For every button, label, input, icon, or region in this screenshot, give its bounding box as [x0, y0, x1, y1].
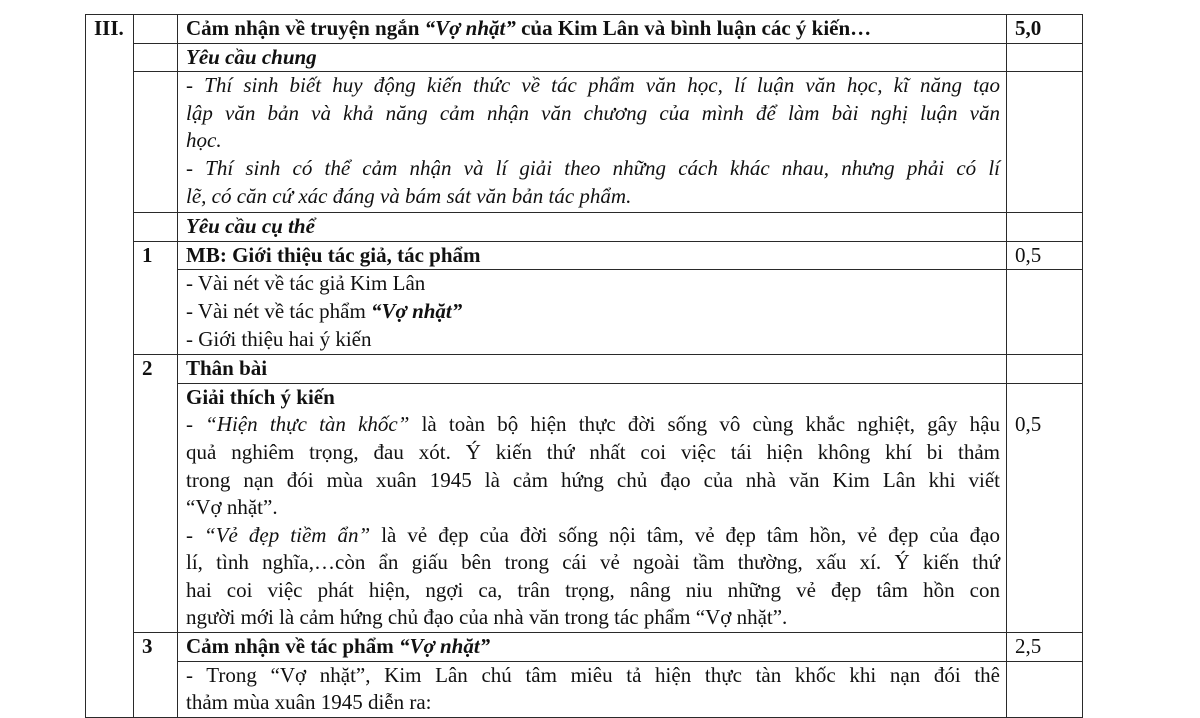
item-3-line: - Trong “Vợ nhặt”, Kim Lân chú tâm miêu tả hiện thực tàn khốc khi nạn đói thê — [186, 662, 1000, 687]
empty-score-cell — [1007, 270, 1083, 355]
section-score: 5,0 — [1007, 15, 1083, 44]
empty-score-cell — [1007, 72, 1083, 213]
section-title-work: “Vợ nhặt” — [424, 16, 516, 40]
section-title — [178, 15, 1007, 44]
opinion-2-line: hai coi việc phát hiện, ngợi ca, trân trọng, nâng niu những vẻ đẹp tâm hồn con — [186, 577, 1000, 602]
item-1-body — [178, 270, 1007, 355]
general-requirements-heading: Yêu cầu chung — [178, 43, 1007, 72]
opinion-2-text: là vẻ đẹp của đời sống nội tâm, vẻ đẹp tâm hồn, vẻ đẹp của đạo — [370, 522, 1000, 547]
empty-score-cell — [1007, 43, 1083, 72]
item-2-score-cell — [1007, 383, 1083, 632]
item-3-title-prefix: Cảm nhận về tác phẩm — [186, 634, 399, 659]
item-1-line: - Vài nét về tác giả Kim Lân — [186, 271, 426, 296]
item-2-score: 0,5 — [1015, 412, 1042, 437]
item-2-title: Thân bài — [178, 355, 1007, 384]
general-requirements-line: - Thí sinh có thể cảm nhận và lí giải theo những cách khác nhau, nhưng phải có lí — [186, 155, 1000, 180]
opinion-1-line: “Vợ nhặt”. — [186, 495, 278, 520]
opinion-2-term: “Vẻ đẹp tiềm ẩn” — [204, 522, 371, 547]
section-label-text: III. — [94, 16, 124, 40]
item-3-score: 2,5 — [1007, 633, 1083, 662]
section-heading-row — [86, 15, 1083, 44]
section-label — [86, 15, 134, 718]
item-1-heading-row — [86, 241, 1083, 270]
item-1-line — [186, 298, 1000, 326]
item-2-body — [178, 383, 1007, 632]
item-3-title-work: “Vợ nhặt” — [398, 634, 491, 659]
item-3-heading-row — [86, 633, 1083, 662]
item-1-line-text: - Vài nét về tác phẩm — [186, 298, 372, 323]
grading-rubric-table — [85, 14, 1083, 718]
item-3-line: thảm mùa xuân 1945 diễn ra: — [186, 690, 432, 715]
item-1-body-row — [86, 270, 1083, 355]
item-1-score: 0,5 — [1007, 241, 1083, 270]
general-requirements-line: học. — [186, 128, 222, 153]
opinion-1-line: quả nghiêm trọng, đau xót. Ý kiến thứ nhất coi việc tái hiện không khí bi thảm — [186, 439, 1000, 464]
item-1-work-title: “Vợ nhặt” — [371, 298, 463, 323]
specific-requirements-heading: Yêu cầu cụ thể — [178, 213, 1007, 242]
general-requirements-body — [178, 72, 1007, 213]
opinion-1-line: trong nạn đói mùa xuân 1945 là cảm hứng chủ đạo của nhà văn Kim Lân khi viết — [186, 467, 1000, 492]
empty-score-cell — [1007, 213, 1083, 242]
empty-number-cell — [134, 15, 178, 44]
general-requirements-line: lẽ, có căn cứ xác đáng và bám sát văn bản tác phẩm. — [186, 183, 632, 208]
opinion-2-line: - “Vẻ đẹp tiềm ẩn” là vẻ đẹp của đời sống nội tâm, vẻ đẹp tâm hồn, vẻ đẹp của đạo — [186, 522, 1000, 547]
empty-score-cell — [1007, 661, 1083, 717]
item-2-heading-row — [86, 355, 1083, 384]
general-requirements-line: - Thí sinh biết huy động kiến thức về tác phẩm văn học, lí luận văn học, kĩ năng tạo — [186, 73, 1000, 98]
general-requirements-heading-row — [86, 43, 1083, 72]
opinion-1-term: “Hiện thực tàn khốc” — [205, 412, 410, 437]
empty-number-cell — [134, 43, 178, 72]
item-1-title: MB: Giới thiệu tác giả, tác phẩm — [178, 241, 1007, 270]
general-requirements-line: lập văn bản và khả năng cảm nhận văn chương của mình để làm bài nghị luận văn — [186, 100, 1000, 125]
item-number: 3 — [134, 633, 178, 718]
item-1-line: - Giới thiệu hai ý kiến — [186, 326, 372, 351]
empty-number-cell — [134, 213, 178, 242]
opinion-2-line: người mới là cảm hứng chủ đạo của nhà văn trong tác phẩm “Vợ nhặt”. — [186, 605, 788, 630]
specific-requirements-heading-row — [86, 213, 1083, 242]
opinion-1-text: là toàn bộ hiện thực đời sống vô cùng khắc nghiệt, gây hậu — [409, 412, 1000, 437]
item-3-body — [178, 661, 1007, 717]
empty-number-cell — [134, 72, 178, 213]
item-2-body-row — [86, 383, 1083, 632]
item-3-title — [178, 633, 1007, 662]
item-3-body-row — [86, 661, 1083, 717]
item-number: 2 — [134, 355, 178, 633]
opinion-2-line: lí, tình nghĩa,…còn ẩn giấu bên trong cái vẻ ngoài tầm thường, xấu xí. Ý kiến thứ — [186, 550, 1000, 575]
item-number: 1 — [134, 241, 178, 354]
item-2-subheading: Giải thích ý kiến — [186, 384, 335, 409]
section-title-suffix: của Kim Lân và bình luận các ý kiến… — [515, 16, 872, 40]
opinion-1-line: - “Hiện thực tàn khốc” là toàn bộ hiện thực đời sống vô cùng khắc nghiệt, gây hậu — [186, 412, 1000, 437]
section-title-prefix: Cảm nhận về truyện ngắn — [186, 16, 425, 40]
general-requirements-body-row — [86, 72, 1083, 213]
empty-score-cell — [1007, 355, 1083, 384]
